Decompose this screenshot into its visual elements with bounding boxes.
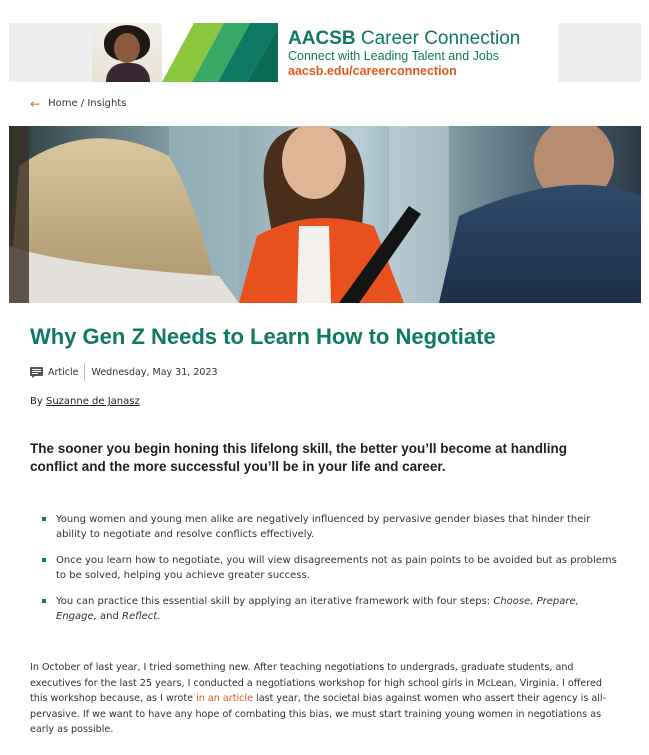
bullet-3-last-step: Reflect bbox=[122, 611, 158, 622]
bullet-3-and: and bbox=[100, 611, 119, 622]
paragraph-text-end: last year, the societal bias against women who assert their agency is all-pervasive. If we want to have any hope of combating this bias, we must start training young women in negotiations as early as possible. bbox=[30, 693, 607, 735]
breadcrumb-insights-link[interactable]: Insights bbox=[87, 98, 127, 109]
key-points-list bbox=[42, 512, 618, 635]
article-date: Wednesday, May 31, 2023 bbox=[91, 366, 218, 378]
banner-url-link[interactable]: aacsb.edu/careerconnection bbox=[288, 64, 457, 78]
bullet-marker bbox=[42, 599, 46, 603]
article-title: Why Gen Z Needs to Learn How to Negotiate bbox=[30, 324, 496, 349]
bullet-3-end: . bbox=[157, 611, 161, 622]
banner-person-photo bbox=[92, 23, 162, 82]
article-byline bbox=[30, 396, 140, 407]
article-type-label: Article bbox=[48, 366, 79, 378]
breadcrumb bbox=[30, 98, 126, 109]
article-body-paragraph bbox=[30, 660, 622, 738]
hero-image bbox=[9, 126, 641, 303]
article-lede: The sooner you begin honing this lifelong skill, the better you’ll become at handling conflict and the more successful you’ll be in your life and career. bbox=[30, 441, 568, 474]
bullet-marker bbox=[42, 558, 46, 562]
banner-tagline: Connect with Leading Talent and Jobs bbox=[288, 49, 500, 63]
byline-prefix: By bbox=[30, 396, 43, 407]
in-an-article-link[interactable]: in an article bbox=[196, 693, 253, 704]
bullet-marker bbox=[42, 517, 46, 521]
list-item-text: Once you learn how to negotiate, you will view disagreements not as pain points to be avoided but as problems to be solved, helping you achieve greater success. bbox=[56, 555, 617, 581]
breadcrumb-separator: / bbox=[80, 98, 85, 109]
list-item bbox=[42, 594, 618, 624]
list-item bbox=[42, 512, 618, 542]
list-item bbox=[42, 553, 618, 583]
arrow-left-icon[interactable]: ← bbox=[30, 96, 41, 111]
banner-decorative-shapes bbox=[154, 23, 278, 82]
bullet-3-steps: Choose, Prepare, Engage, bbox=[56, 596, 579, 622]
list-item-text: Young women and young men alike are negatively influenced by pervasive gender biases that hinder their ability to negotiate and resolve conflicts effectively. bbox=[56, 514, 591, 540]
bullet-3-prefix: You can practice this essential skill by applying an iterative framework with four steps: bbox=[56, 596, 491, 607]
banner-brand-bold: AACSB bbox=[288, 28, 356, 49]
paragraph-text-start: In October of last year, I tried something new. After teaching negotiations to undergrads, graduate students, and executives for the last 25 years, I conducted a negotiations workshop for high school girls in McLean, Virginia. I offered this workshop because, as I wrote bbox=[30, 662, 603, 704]
meta-divider bbox=[84, 363, 85, 381]
banner-brand-rest: Career Connection bbox=[360, 28, 521, 49]
banner-brand-name bbox=[288, 28, 553, 49]
breadcrumb-home-link[interactable]: Home bbox=[48, 98, 78, 109]
article-meta bbox=[30, 363, 218, 381]
author-link[interactable]: Suzanne de Janasz bbox=[45, 396, 140, 407]
hero-photo-illustration bbox=[9, 126, 641, 303]
article-icon bbox=[30, 367, 43, 378]
ad-banner[interactable] bbox=[92, 23, 558, 82]
